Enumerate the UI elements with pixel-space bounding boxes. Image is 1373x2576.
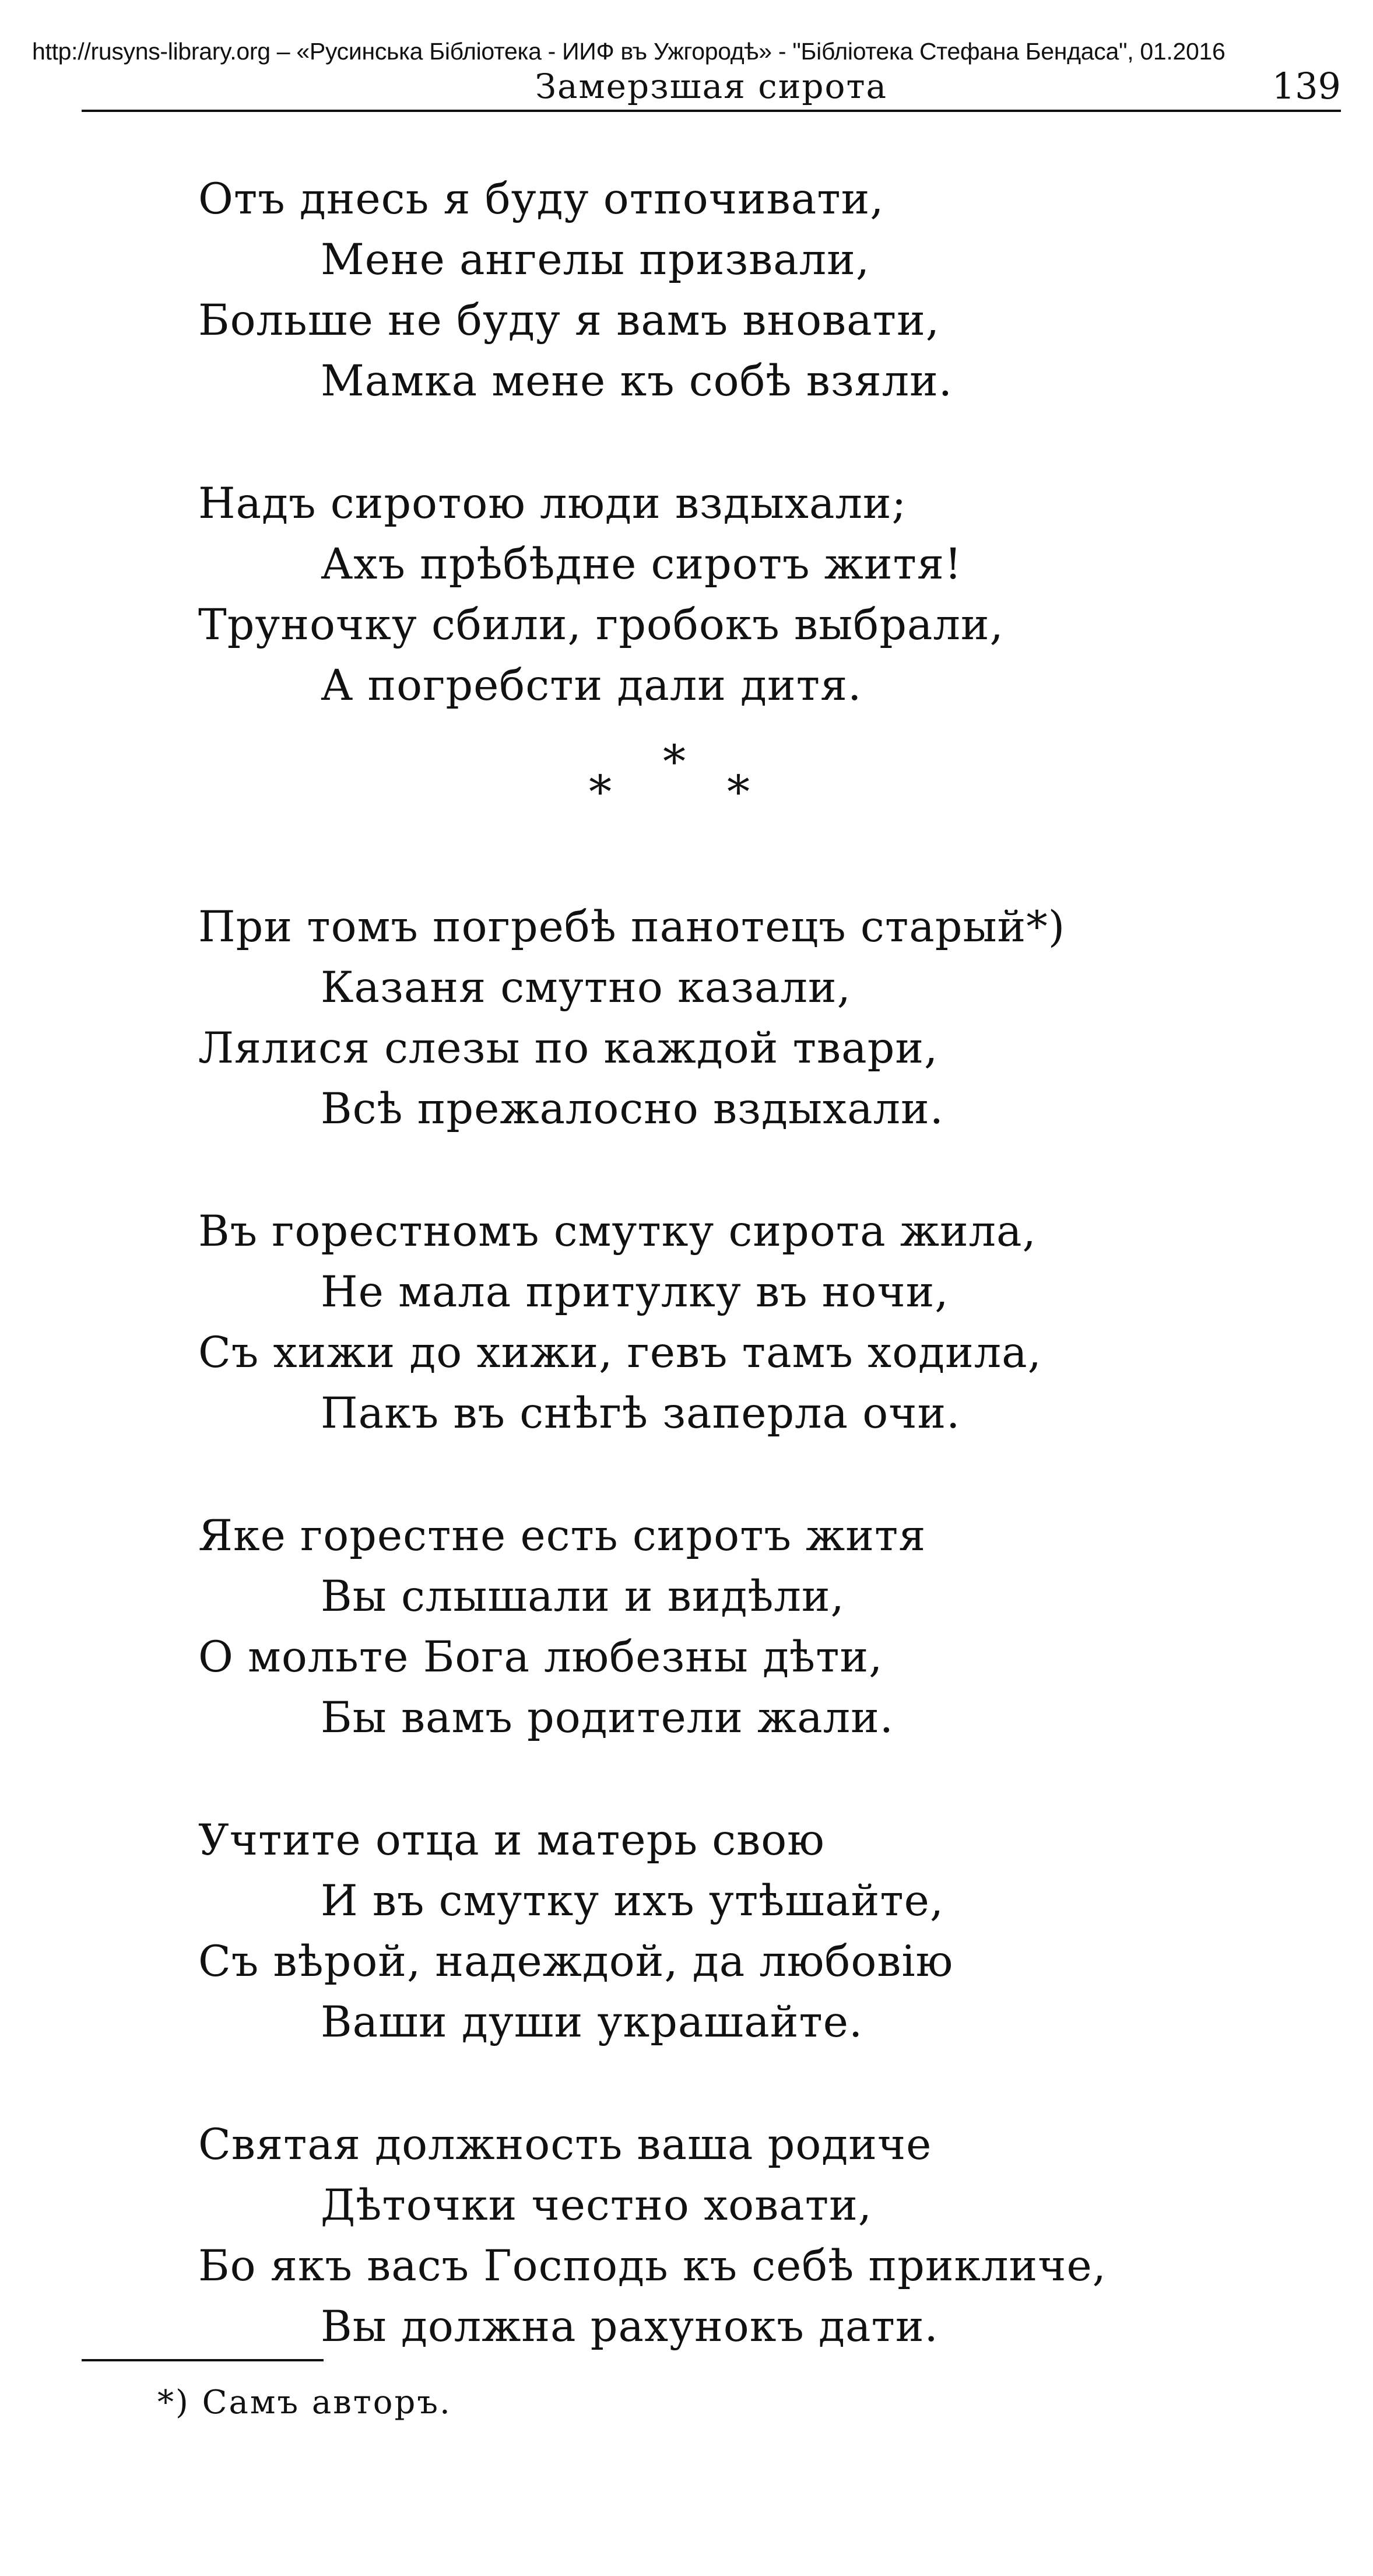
asterism <box>589 736 764 833</box>
asterisk-mark: * <box>589 766 612 819</box>
verse-line: Въ горестномъ смутку сирота жила, <box>198 1207 1037 1256</box>
stanza-3 <box>198 897 1306 1140</box>
verse-line: Не мала притулку въ ночи, <box>321 1267 949 1317</box>
verse-line: Дѣточки честно ховати, <box>321 2181 872 2230</box>
verse-line: Съ вѣрой, надеждой, да любовію <box>198 1937 954 1986</box>
verse-line: Казаня смутно казали, <box>321 963 851 1012</box>
verse-line: Труночку сбили, гробокъ выбрали, <box>198 600 1004 650</box>
stanza-1 <box>198 169 1306 412</box>
stanza-6 <box>198 1810 1306 2053</box>
verse-line: Мамка мене къ собѣ взяли. <box>321 356 953 406</box>
stanza-7 <box>198 2115 1306 2357</box>
footnote: *) Самъ авторъ. <box>157 2384 452 2421</box>
running-title: Замерзшая сирота <box>535 66 888 106</box>
page-number: 139 <box>1272 65 1341 107</box>
asterisk-mark: * <box>727 766 750 819</box>
verse-line: Лялися слезы по каждой твари, <box>198 1024 939 1073</box>
verse-line: Всѣ прежалосно вздыхали. <box>321 1084 944 1134</box>
verse-line: Больше не буду я вамъ вновати, <box>198 296 940 345</box>
stanza-2 <box>198 474 1306 716</box>
verse-line: Яке горестне есть сиротъ житя <box>198 1511 926 1561</box>
verse-line: Бы вамъ родители жали. <box>321 1693 894 1743</box>
verse-line: Ваши души украшайте. <box>321 1997 863 2047</box>
verse-line: О мольте Бога любезны дѣти, <box>198 1632 883 1682</box>
header-rule <box>82 110 1341 112</box>
running-head <box>82 63 1341 110</box>
stanza-4 <box>198 1201 1306 1444</box>
verse-line: Вы должна рахунокъ дати. <box>321 2302 939 2351</box>
verse-line: Мене ангелы призвали, <box>321 235 870 285</box>
verse-line: Отъ днесь я буду отпочивати, <box>198 174 884 224</box>
asterisk-mark: * <box>663 736 686 788</box>
verse-line: Учтите отца и матерь свою <box>198 1816 825 1865</box>
verse-line: А погребсти дали дитя. <box>321 661 862 710</box>
verse-line: Бо якъ васъ Господь къ себѣ прикличе, <box>198 2241 1107 2291</box>
source-url-line: http://rusyns-library.org – «Русинська Бібліотека - ИИФ въ Ужгородѣ» - "Бібліотека Стефана Бендаса", 01.2016 <box>32 38 1225 65</box>
footnote-rule <box>82 2359 324 2361</box>
verse-line: Съ хижи до хижи, гевъ тамъ ходила, <box>198 1328 1042 1378</box>
verse-line: Святая должность ваша родиче <box>198 2120 932 2170</box>
stanza-5 <box>198 1506 1306 1748</box>
verse-line: Ахъ прѣбѣдне сиротъ житя! <box>321 539 963 589</box>
poem-body <box>198 169 1306 2357</box>
verse-line: Надъ сиротою люди вздыхали; <box>198 479 907 528</box>
section-divider <box>198 716 1306 897</box>
verse-line: Вы слышали и видѣли, <box>321 1572 845 1621</box>
verse-line: Пакъ въ снѣгѣ заперла очи. <box>321 1389 961 1438</box>
verse-line: И въ смутку ихъ утѣшайте, <box>321 1876 944 1926</box>
verse-line: При томъ погребѣ панотецъ старый*) <box>198 902 1066 952</box>
